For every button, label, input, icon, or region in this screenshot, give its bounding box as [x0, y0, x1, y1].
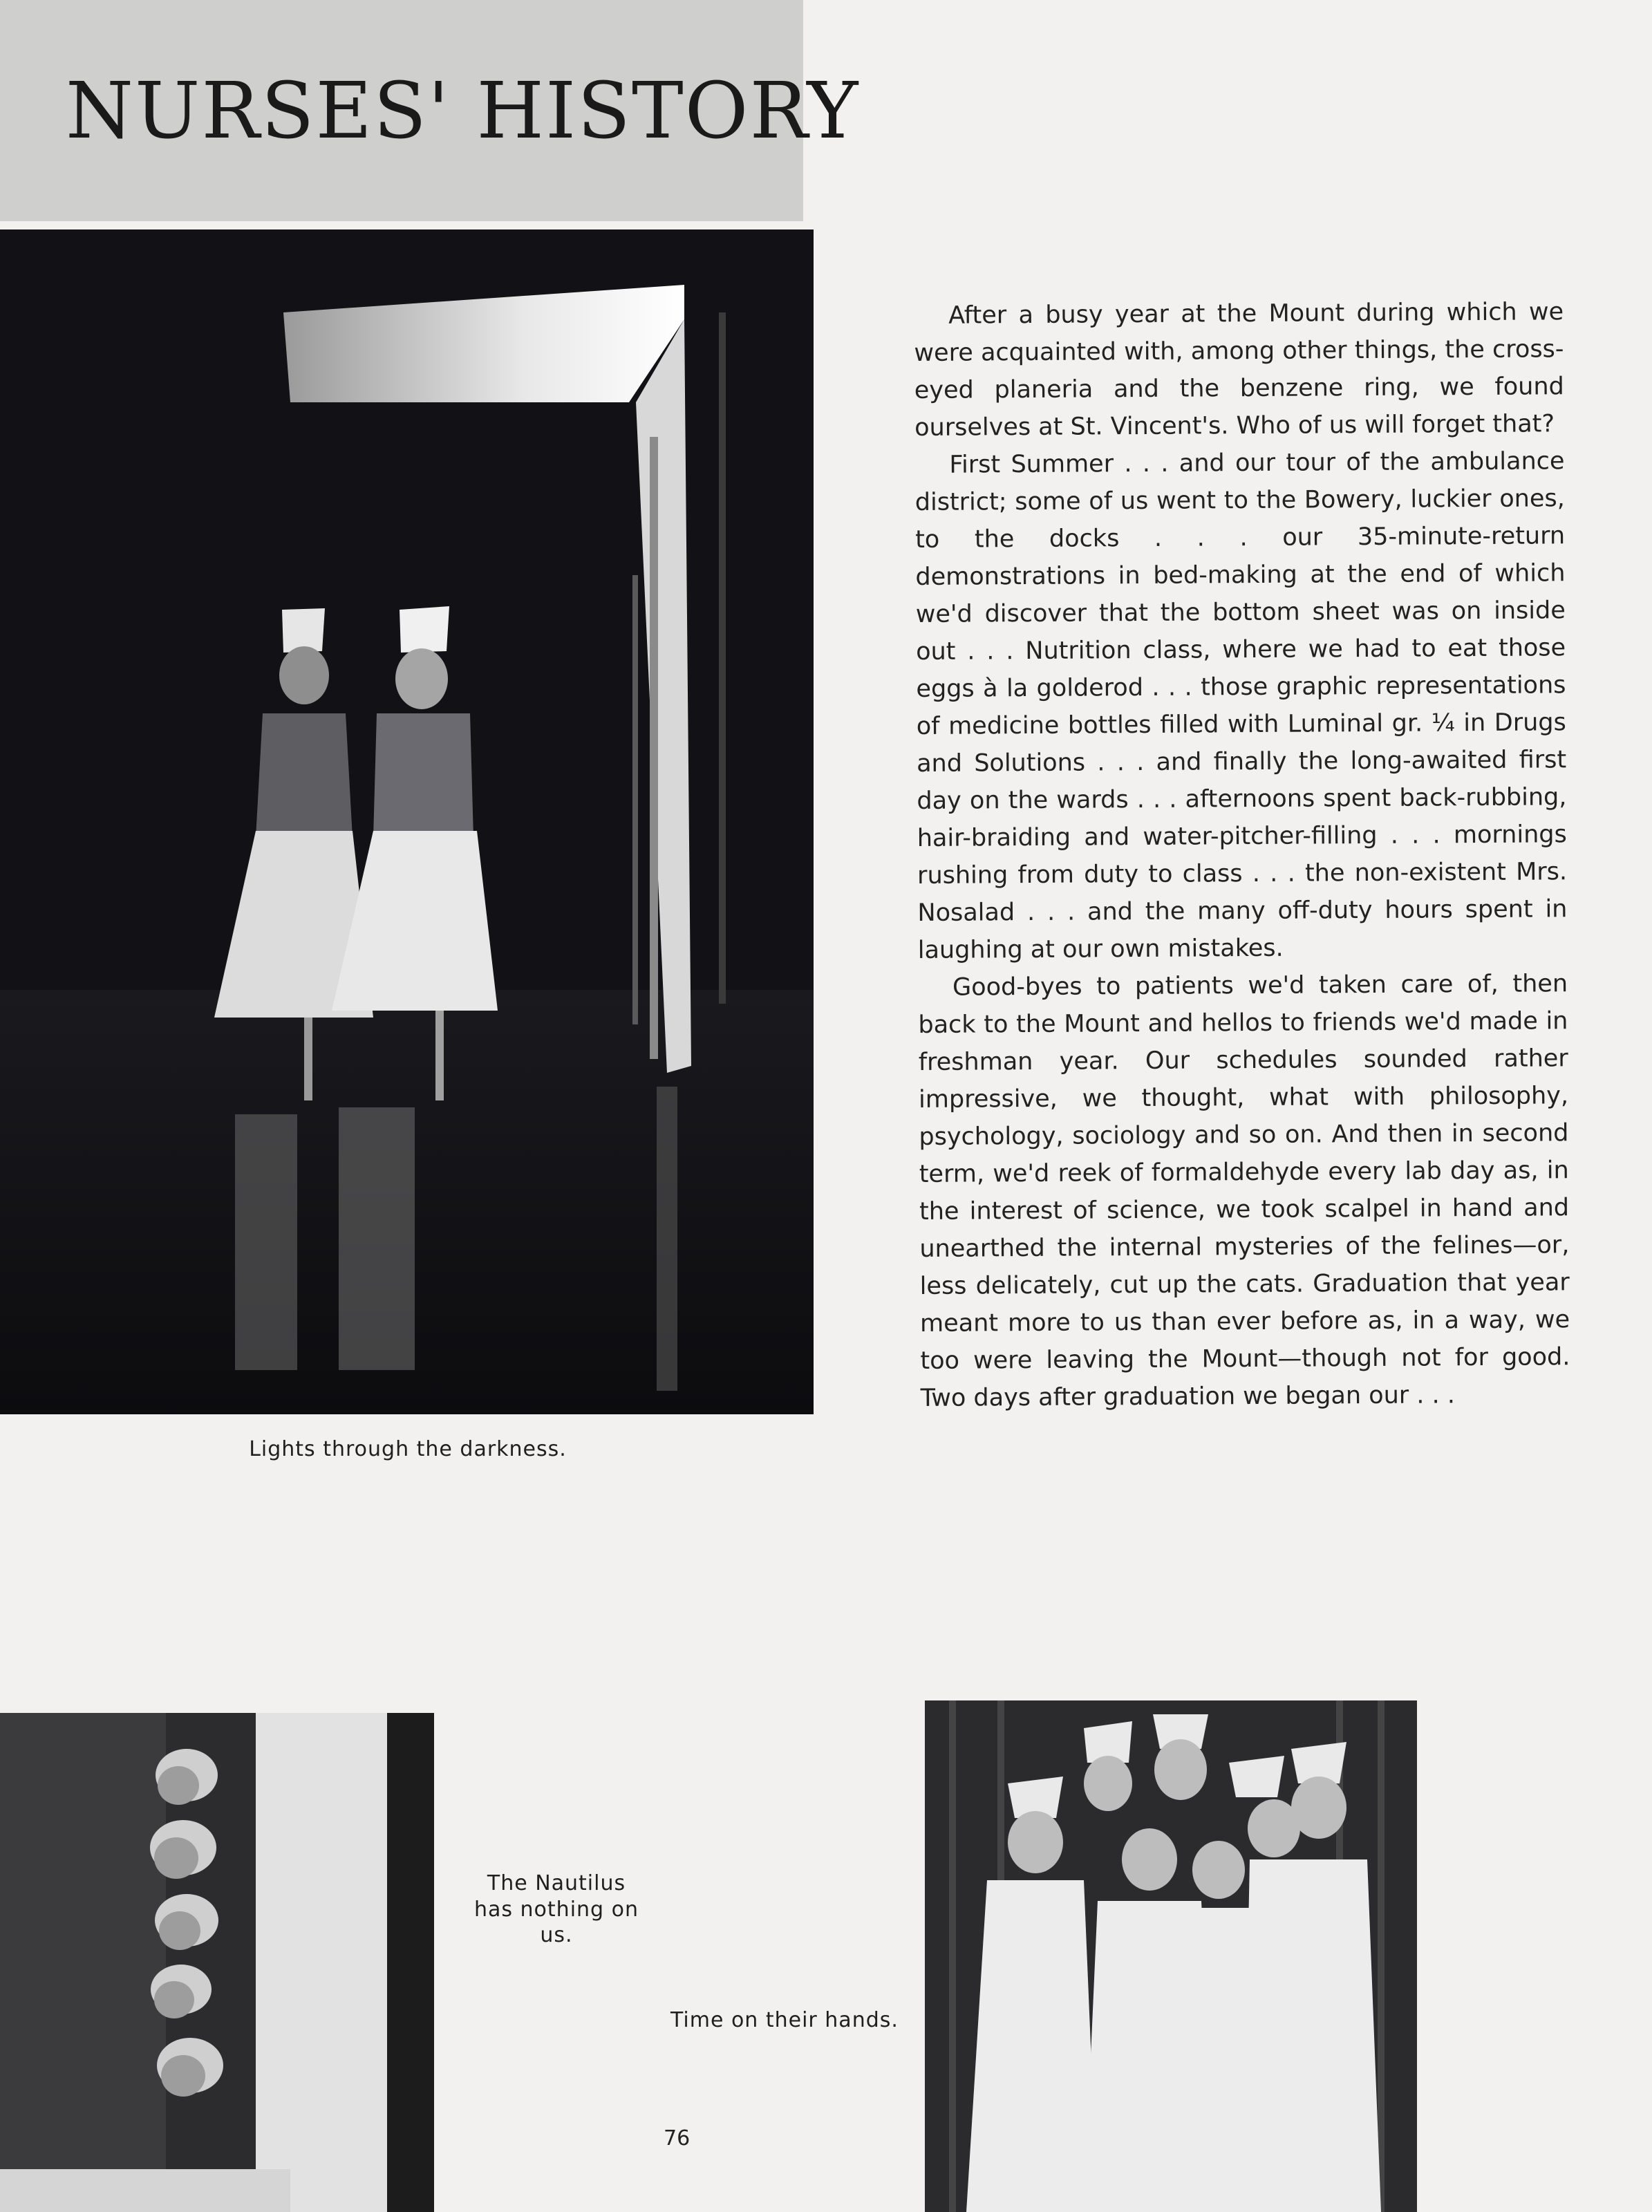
- title-band: [0, 0, 860, 221]
- article-paragraph: First Summer . . . and our tour of the ambulance district; some of us went to the Bowery, luckier ones, to the docks . . . our 35-minute-return demonstrations in bed-making at the end of which we'd discover that the bottom sheet was on inside out . . . Nutrition class, where we had to eat those eggs à la golderod . . . those graphic representations of medicine bottles filled with Luminal gr. ¼ in Drugs and Solutions . . . and finally the long-awaited first day on the wards . . . afternoons spent back-rubbing, hair-braiding and water-pitcher-filling . . . mornings rushing from duty to class . . . the non-existent Mrs. Nosalad . . . and the many off-duty hours spent in laughing at our own mistakes.: [914, 447, 1568, 964]
- bottom-left-photo-nurses-peeking: [0, 1713, 434, 2212]
- bottom-right-caption: Time on their hands.: [670, 2008, 899, 2032]
- article-paragraph: Good-byes to patients we'd taken care of, then back to the Mount and hellos to friends we'd made in freshman year. Our schedules sounded rather impressive, we thought, what with philosophy, psychology, sociology and so on. And then in second term, we'd reek of formaldehyde every lab day as, in the interest of science, we took scalpel in hand and unearthed the internal mysteries of the felines—or, less delicately, cut up the cats. Graduation that year meant more to us than ever before as, in a way, we too were leaving the Mount—though not for good. Two days after graduation we began our . . .: [918, 970, 1570, 1412]
- page-title: NURSES' HISTORY: [66, 66, 860, 156]
- article-paragraph: After a busy year at the Mount during which we were acquainted with, among other things, the cross-eyed planeria and the benzene ring, we found ourselves at St. Vincent's. Who of us will forget that?: [914, 298, 1564, 442]
- bottom-left-caption: The Nautilus has nothing on us.: [473, 1871, 639, 1947]
- article-body: [914, 293, 1570, 1417]
- main-photo-caption: Lights through the darkness.: [249, 1437, 567, 1461]
- page-number: 76: [664, 2126, 691, 2150]
- main-photo-nurses-corridor: [0, 229, 814, 1414]
- bottom-right-photo-nurse-group: [925, 1700, 1417, 2212]
